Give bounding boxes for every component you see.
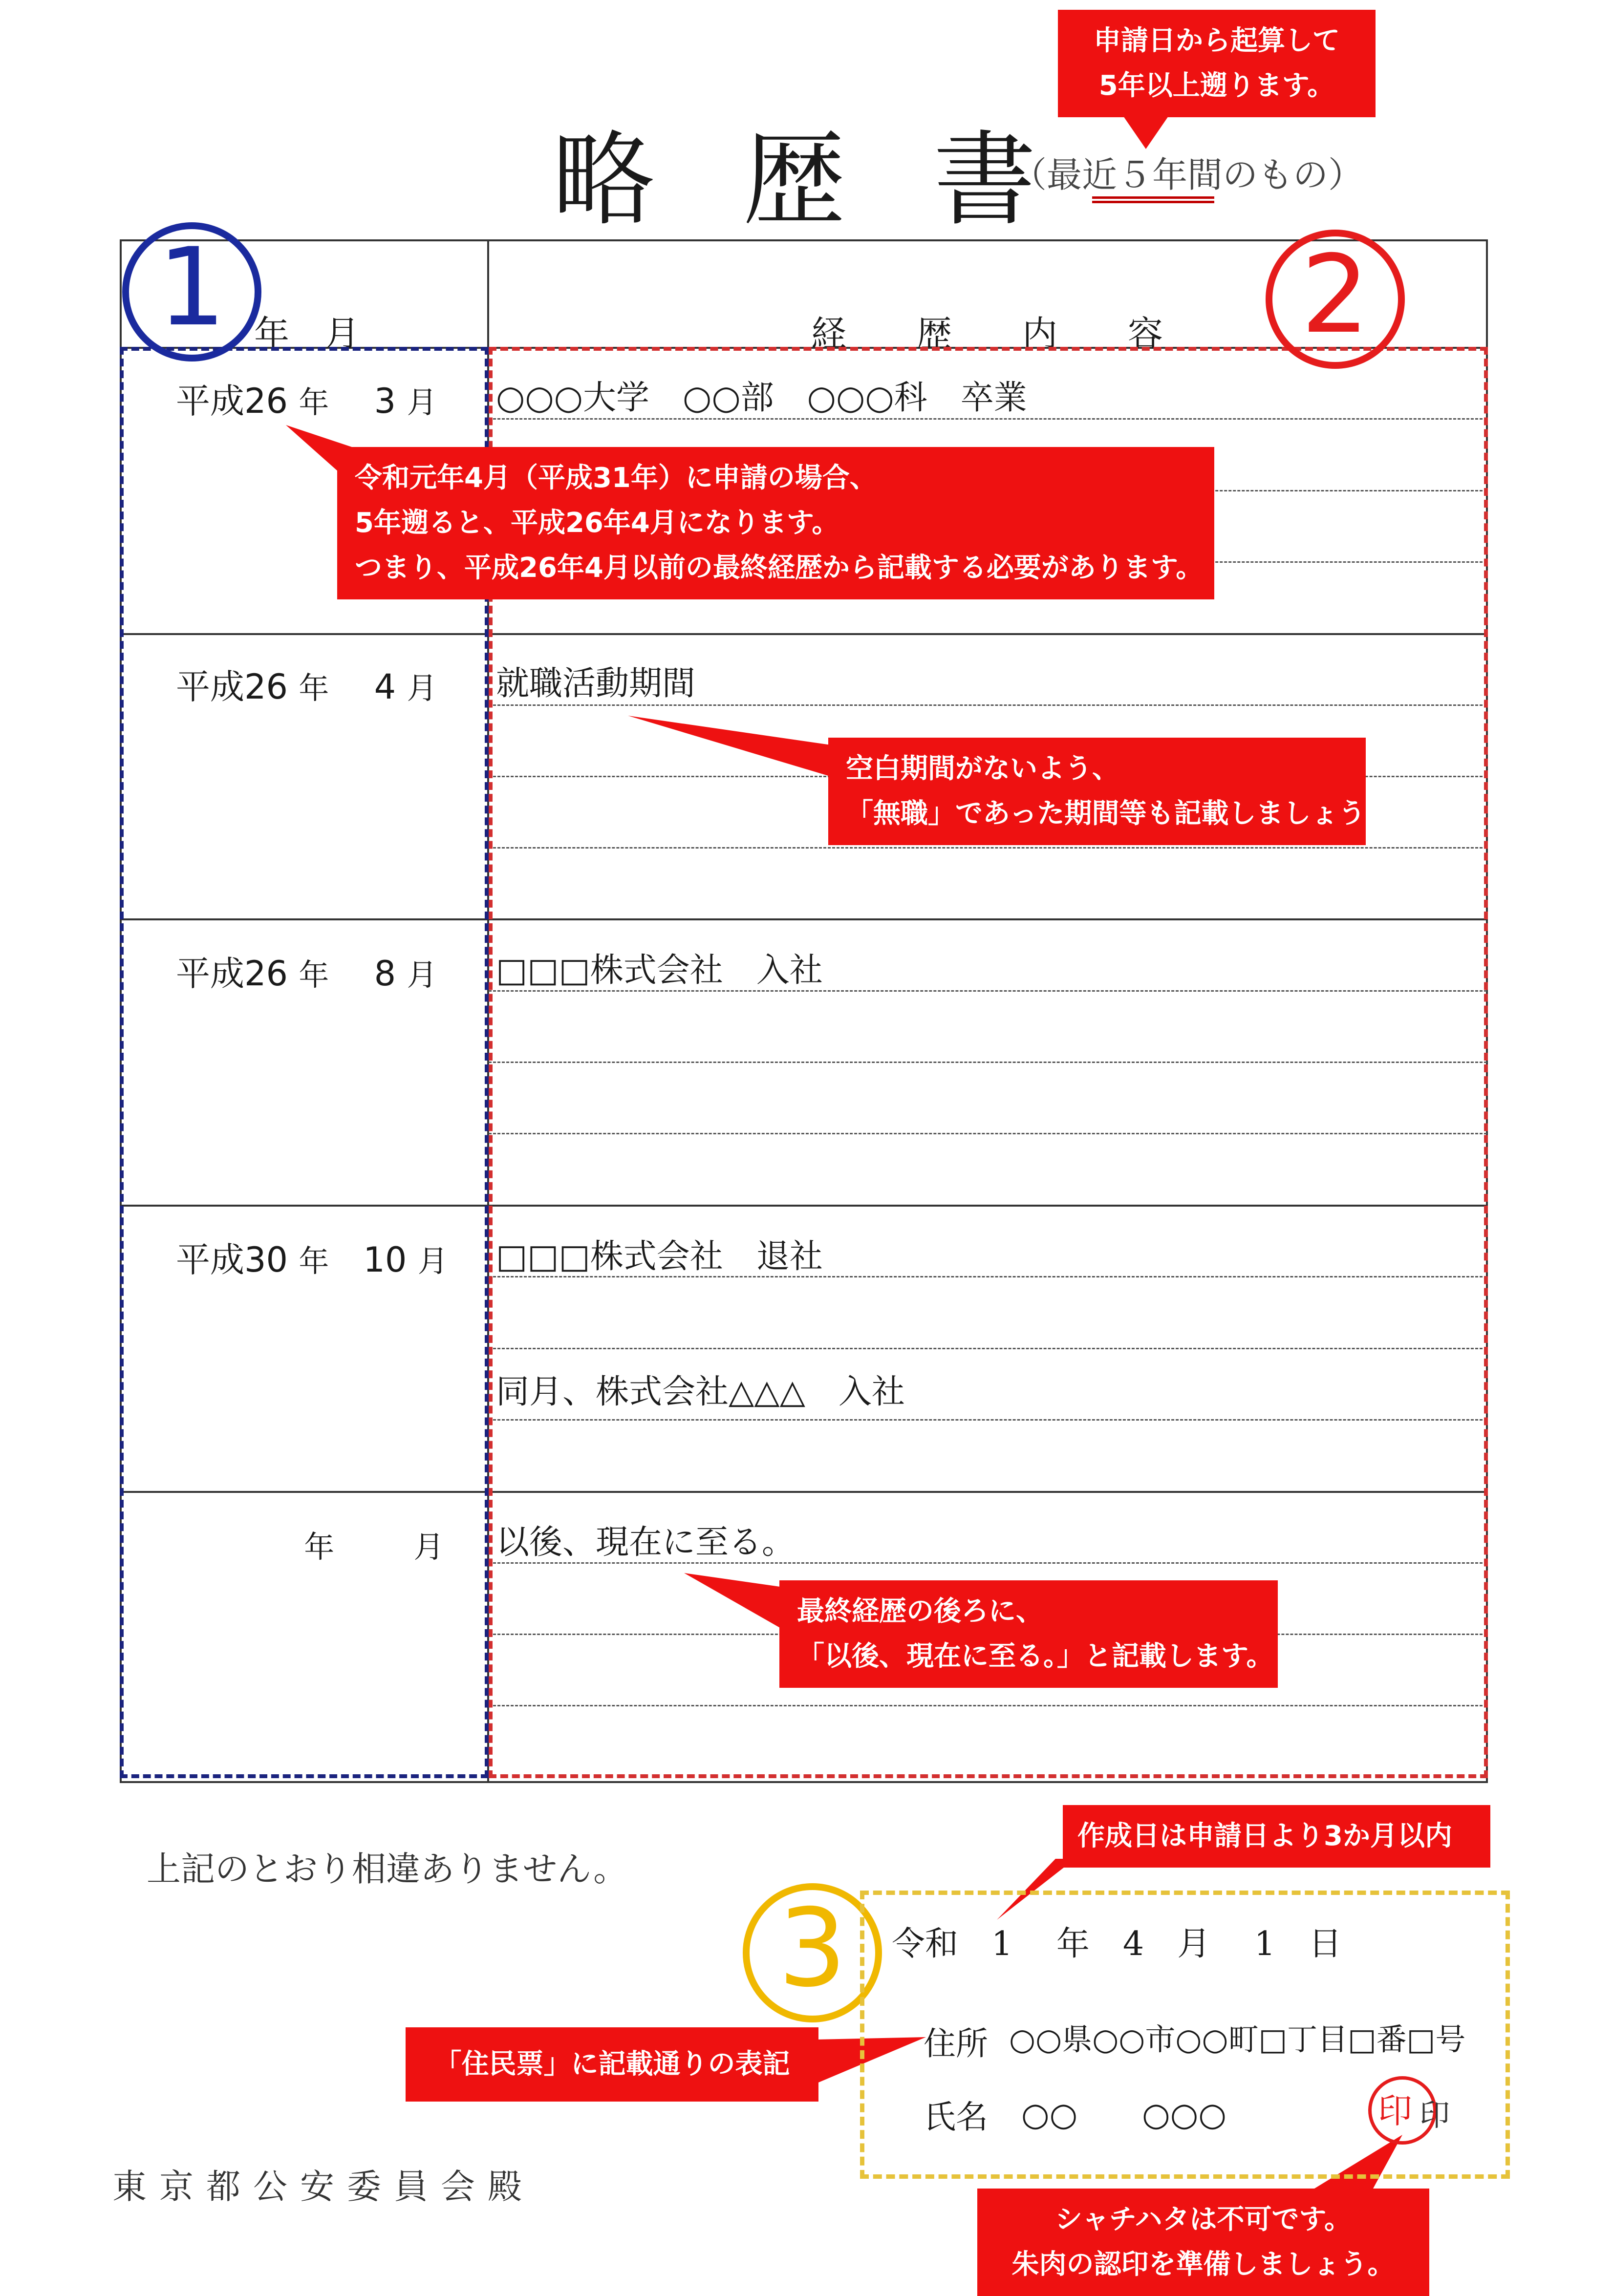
date-getsu: 月 bbox=[407, 957, 437, 993]
callout-line: 作成日は申請日より3か月以内 bbox=[1077, 1820, 1452, 1852]
header-date: 年 月 bbox=[254, 313, 360, 354]
history-entry: 以後、現在に至る。 bbox=[496, 1523, 796, 1562]
callout-line: 「以後、現在に至る。」と記載します。 bbox=[797, 1640, 1274, 1672]
date-nen: 年 bbox=[299, 670, 329, 706]
date-nen: 年 bbox=[299, 957, 329, 993]
date-era: 平成26 bbox=[176, 954, 288, 994]
title-char: 略 bbox=[552, 120, 655, 240]
callout-five-years bbox=[1058, 10, 1376, 117]
date-month: 8 bbox=[374, 954, 396, 994]
marker-three: 3 bbox=[743, 1883, 882, 2022]
date-month: 4 bbox=[374, 667, 396, 707]
callout-last-entry bbox=[779, 1580, 1278, 1688]
marker-one: 1 bbox=[122, 222, 261, 361]
callout-gap-period bbox=[828, 738, 1393, 845]
callout-line: 「住民票」に記載通りの表記 bbox=[434, 2048, 790, 2080]
date-era: 平成26 bbox=[176, 667, 288, 707]
callout-seal bbox=[977, 2189, 1429, 2296]
title-char: 歴 bbox=[743, 120, 846, 240]
callout-line: 5年以上遡ります。 bbox=[1098, 70, 1335, 102]
history-entry: ○○○大学 ○○部 ○○○科 卒業 bbox=[496, 379, 1027, 417]
callout-line: 令和元年4月（平成31年）に申請の場合、 bbox=[355, 462, 877, 494]
callout-pointer bbox=[684, 1573, 792, 1641]
date-getsu: 月 bbox=[413, 1529, 444, 1565]
history-entry: □□□株式会社 退社 bbox=[496, 1237, 823, 1276]
declaration-text: 上記のとおり相違ありません。 bbox=[147, 1849, 628, 1889]
callout-pointer bbox=[1119, 110, 1178, 154]
callout-pointer bbox=[628, 708, 853, 787]
date-nen: 年 bbox=[299, 1243, 329, 1279]
seal-print-label: 印 bbox=[1419, 2097, 1450, 2133]
date-nen: 年 bbox=[304, 1529, 335, 1565]
history-entry: 同月、株式会社△△△ 入社 bbox=[496, 1373, 905, 1411]
header-content: 経 歴 内 容 bbox=[811, 313, 1163, 354]
history-entry: 就職活動期間 bbox=[496, 664, 696, 703]
callout-line: 「無職」であった期間等も記載しましょう。 bbox=[846, 798, 1393, 829]
name-value: ○○ ○○○ bbox=[1021, 2096, 1226, 2133]
callout-creation-date bbox=[1063, 1805, 1490, 1868]
name-label: 氏名 bbox=[924, 2098, 988, 2136]
title-char: 書 bbox=[933, 120, 1036, 240]
callout-line: つまり、平成26年4月以前の最終経歴から記載する必要があります。 bbox=[355, 552, 1204, 584]
date-nen: 年 bbox=[299, 384, 329, 420]
document-title bbox=[552, 98, 1036, 245]
callout-line: 最終経歴の後ろに、 bbox=[797, 1595, 1043, 1627]
callout-line: 空白期間がないよう、 bbox=[846, 753, 1119, 785]
date-month: 3 bbox=[374, 381, 396, 421]
date-era: 平成30 bbox=[176, 1240, 288, 1280]
callout-line: 5年遡ると、平成26年4月になります。 bbox=[355, 507, 839, 539]
address-value: ○○県○○市○○町□丁目□番□号 bbox=[1009, 2021, 1466, 2057]
marker-two: 2 bbox=[1266, 230, 1405, 369]
subtitle-emphasis-underline bbox=[1092, 196, 1214, 203]
callout-reiwa bbox=[337, 447, 1214, 599]
history-entry: □□□株式会社 入社 bbox=[496, 951, 823, 990]
date-getsu: 月 bbox=[407, 384, 437, 420]
callout-line: シャチハタは不可です。 bbox=[1054, 2204, 1352, 2235]
address-label: 住所 bbox=[924, 2025, 988, 2062]
date-getsu: 月 bbox=[407, 670, 437, 706]
recipient: 東京都公安委員会殿 bbox=[112, 2167, 535, 2207]
document-date: 令和 1 年 4 月 1 日 bbox=[892, 1925, 1342, 1963]
date-month: 10 bbox=[363, 1240, 407, 1280]
callout-line: 朱肉の認印を準備しましょう。 bbox=[1011, 2249, 1395, 2280]
date-getsu: 月 bbox=[417, 1243, 448, 1279]
date-era: 平成26 bbox=[176, 381, 288, 421]
callout-address bbox=[406, 2027, 818, 2102]
callout-line: 申請日から起算して bbox=[1094, 25, 1340, 57]
document-subtitle: （最近５年間のもの） bbox=[1011, 154, 1364, 195]
seal-mark: 印 bbox=[1378, 2091, 1412, 2131]
